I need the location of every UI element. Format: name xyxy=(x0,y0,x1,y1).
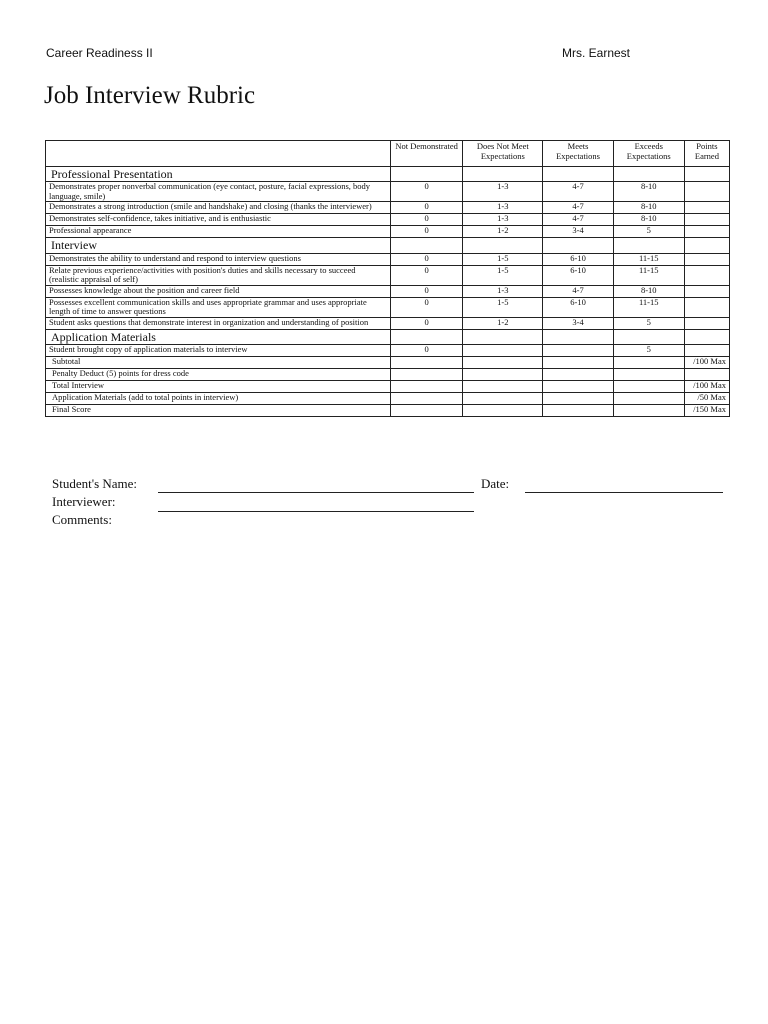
score-does-not-meet: 1-2 xyxy=(463,317,543,329)
empty-cell xyxy=(391,357,463,369)
criterion-description: Student brought copy of application materials to interview xyxy=(46,345,391,357)
empty-cell xyxy=(684,238,729,253)
score-meets xyxy=(543,345,613,357)
total-label: Subtotal xyxy=(46,357,391,369)
total-max-points[interactable]: /50 Max xyxy=(684,393,729,405)
total-max-points[interactable]: /100 Max xyxy=(684,381,729,393)
total-max-points[interactable]: /150 Max xyxy=(684,405,729,417)
col-header-points-earned: Points Earned xyxy=(684,141,729,167)
score-exceeds: 11-15 xyxy=(613,253,684,265)
empty-cell xyxy=(543,381,613,393)
score-meets: 6-10 xyxy=(543,297,613,317)
empty-cell xyxy=(463,369,543,381)
comments-label: Comments: xyxy=(52,512,112,527)
student-name-label: Student's Name: xyxy=(52,476,138,491)
interviewer-label: Interviewer: xyxy=(52,494,116,509)
criterion-description: Demonstrates a strong introduction (smile and handshake) and closing (thanks the interviewer) xyxy=(46,202,391,214)
empty-cell xyxy=(613,381,684,393)
rubric-criterion-row xyxy=(46,317,730,329)
rubric-criterion-row xyxy=(46,214,730,226)
score-does-not-meet: 1-5 xyxy=(463,265,543,285)
points-earned-cell[interactable] xyxy=(684,202,729,214)
empty-cell xyxy=(613,238,684,253)
points-earned-cell[interactable] xyxy=(684,253,729,265)
empty-cell xyxy=(613,393,684,405)
rubric-criterion-row xyxy=(46,285,730,297)
interviewer-field[interactable] xyxy=(158,511,474,512)
empty-cell xyxy=(463,238,543,253)
total-row xyxy=(46,405,730,417)
empty-cell xyxy=(543,238,613,253)
points-earned-cell[interactable] xyxy=(684,226,729,238)
total-label: Application Materials (add to total points in interview) xyxy=(46,393,391,405)
empty-cell xyxy=(463,357,543,369)
total-label: Final Score xyxy=(46,405,391,417)
section-title: Interview xyxy=(46,238,391,253)
score-meets: 6-10 xyxy=(543,253,613,265)
empty-cell xyxy=(543,329,613,344)
section-header-row xyxy=(46,329,730,344)
section-title: Professional Presentation xyxy=(46,167,391,182)
points-earned-cell[interactable] xyxy=(684,317,729,329)
teacher-name: Mrs. Earnest xyxy=(562,46,631,60)
rubric-criterion-row xyxy=(46,202,730,214)
empty-cell xyxy=(463,393,543,405)
score-exceeds: 8-10 xyxy=(613,214,684,226)
section-title: Application Materials xyxy=(46,329,391,344)
score-not-demonstrated: 0 xyxy=(391,182,463,202)
empty-cell xyxy=(463,405,543,417)
score-not-demonstrated: 0 xyxy=(391,226,463,238)
total-row xyxy=(46,381,730,393)
col-header-does-not-meet: Does Not Meet Expectations xyxy=(463,141,543,167)
score-does-not-meet: 1-2 xyxy=(463,226,543,238)
score-not-demonstrated: 0 xyxy=(391,297,463,317)
date-label: Date: xyxy=(481,476,510,491)
score-does-not-meet: 1-5 xyxy=(463,253,543,265)
empty-cell xyxy=(543,405,613,417)
rubric-criterion-row xyxy=(46,182,730,202)
score-not-demonstrated: 0 xyxy=(391,285,463,297)
header-blank-cell xyxy=(46,141,391,167)
criterion-description: Professional appearance xyxy=(46,226,391,238)
empty-cell xyxy=(391,167,463,182)
total-row xyxy=(46,393,730,405)
points-earned-cell[interactable] xyxy=(684,285,729,297)
score-not-demonstrated: 0 xyxy=(391,253,463,265)
points-earned-cell[interactable] xyxy=(684,214,729,226)
score-meets: 6-10 xyxy=(543,265,613,285)
empty-cell xyxy=(543,167,613,182)
total-label: Total Interview xyxy=(46,381,391,393)
empty-cell xyxy=(543,369,613,381)
score-does-not-meet xyxy=(463,345,543,357)
empty-cell xyxy=(391,393,463,405)
empty-cell xyxy=(613,357,684,369)
empty-cell xyxy=(684,329,729,344)
score-does-not-meet: 1-3 xyxy=(463,182,543,202)
empty-cell xyxy=(391,329,463,344)
empty-cell xyxy=(613,329,684,344)
course-name: Career Readiness II xyxy=(46,46,153,60)
empty-cell xyxy=(463,381,543,393)
score-exceeds: 5 xyxy=(613,317,684,329)
score-not-demonstrated: 0 xyxy=(391,345,463,357)
criterion-description: Possesses excellent communication skills and uses appropriate grammar and uses appropriate length of time to answer questions xyxy=(46,297,391,317)
score-meets: 3-4 xyxy=(543,226,613,238)
total-row xyxy=(46,357,730,369)
empty-cell xyxy=(391,381,463,393)
points-earned-cell[interactable] xyxy=(684,345,729,357)
score-meets: 4-7 xyxy=(543,182,613,202)
score-exceeds: 8-10 xyxy=(613,285,684,297)
score-does-not-meet: 1-3 xyxy=(463,214,543,226)
rubric-criterion-row xyxy=(46,345,730,357)
criterion-description: Demonstrates self-confidence, takes initiative, and is enthusiastic xyxy=(46,214,391,226)
criterion-description: Demonstrates proper nonverbal communication (eye contact, posture, facial expressions, body language, smile) xyxy=(46,182,391,202)
score-not-demonstrated: 0 xyxy=(391,265,463,285)
score-meets: 3-4 xyxy=(543,317,613,329)
criterion-description: Demonstrates the ability to understand and respond to interview questions xyxy=(46,253,391,265)
section-header-row xyxy=(46,167,730,182)
score-exceeds: 5 xyxy=(613,345,684,357)
criterion-description: Student asks questions that demonstrate interest in organization and understanding of position xyxy=(46,317,391,329)
col-header-exceeds: Exceeds Expectations xyxy=(613,141,684,167)
empty-cell xyxy=(391,369,463,381)
col-header-meets: Meets Expectations xyxy=(543,141,613,167)
points-earned-cell[interactable] xyxy=(684,297,729,317)
section-header-row xyxy=(46,238,730,253)
empty-cell xyxy=(463,329,543,344)
criterion-description: Relate previous experience/activities with position's duties and skills necessary to succeed (realistic appraisal of self) xyxy=(46,265,391,285)
score-exceeds: 11-15 xyxy=(613,265,684,285)
rubric-body xyxy=(46,167,730,417)
score-exceeds: 8-10 xyxy=(613,202,684,214)
score-does-not-meet: 1-3 xyxy=(463,202,543,214)
empty-cell xyxy=(684,167,729,182)
score-not-demonstrated: 0 xyxy=(391,317,463,329)
empty-cell xyxy=(613,369,684,381)
rubric-criterion-row xyxy=(46,253,730,265)
student-name-field[interactable] xyxy=(158,492,474,493)
empty-cell xyxy=(463,167,543,182)
empty-cell xyxy=(391,405,463,417)
empty-cell xyxy=(391,238,463,253)
score-does-not-meet: 1-3 xyxy=(463,285,543,297)
points-earned-cell[interactable] xyxy=(684,265,729,285)
total-max-points[interactable] xyxy=(684,369,729,381)
score-exceeds: 5 xyxy=(613,226,684,238)
total-max-points[interactable]: /100 Max xyxy=(684,357,729,369)
date-field[interactable] xyxy=(525,492,723,493)
empty-cell xyxy=(543,393,613,405)
empty-cell xyxy=(613,405,684,417)
score-exceeds: 11-15 xyxy=(613,297,684,317)
criterion-description: Possesses knowledge about the position and career field xyxy=(46,285,391,297)
total-label: Penalty Deduct (5) points for dress code xyxy=(46,369,391,381)
page-title: Job Interview Rubric xyxy=(44,82,256,109)
rubric-table xyxy=(45,140,730,417)
rubric-criterion-row xyxy=(46,297,730,317)
empty-cell xyxy=(543,357,613,369)
rubric-criterion-row xyxy=(46,226,730,238)
score-meets: 4-7 xyxy=(543,285,613,297)
score-not-demonstrated: 0 xyxy=(391,214,463,226)
score-meets: 4-7 xyxy=(543,202,613,214)
total-row xyxy=(46,369,730,381)
empty-cell xyxy=(613,167,684,182)
header-row xyxy=(46,141,730,167)
score-exceeds: 8-10 xyxy=(613,182,684,202)
score-does-not-meet: 1-5 xyxy=(463,297,543,317)
col-header-not-demonstrated: Not Demonstrated xyxy=(391,141,463,167)
rubric-criterion-row xyxy=(46,265,730,285)
score-not-demonstrated: 0 xyxy=(391,202,463,214)
points-earned-cell[interactable] xyxy=(684,182,729,202)
score-meets: 4-7 xyxy=(543,214,613,226)
